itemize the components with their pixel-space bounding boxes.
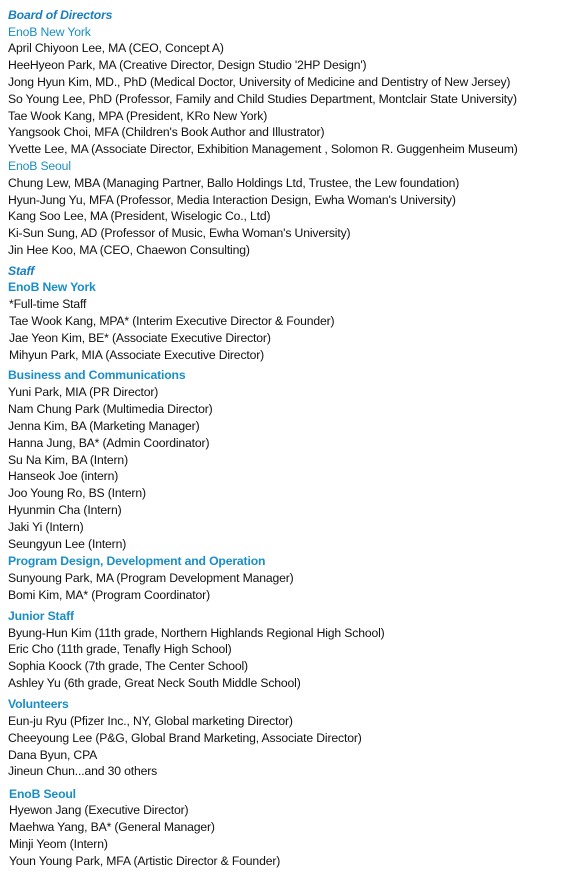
pd-heading: Program Design, Development and Operation [8,554,266,568]
board-ny-member: Jong Hyun Kim, MD., PhD (Medical Doctor, University of Medicine and Dentistry of New Jersey) [8,75,511,89]
bc-line: Yuni Park, MIA (PR Director) [8,385,159,399]
board-seoul-member: Chung Lew, MBA (Managing Partner, Ballo Holdings Ltd, Trustee, the Lew foundation) [8,176,460,190]
junior-line: Ashley Yu (6th grade, Great Neck South Middle School) [8,676,301,690]
board-ny-member: Yvette Lee, MA (Associate Director, Exhibition Management , Solomon R. Guggenheim Museum) [8,142,518,156]
junior-line: Byung-Hun Kim (11th grade, Northern Highlands Regional High School) [8,626,385,640]
staff-seoul-heading: EnoB Seoul [9,787,76,801]
staff-seoul-line: Minji Yeom (Intern) [9,837,108,851]
board-seoul-member: Hyun-Jung Yu, MFA (Professor, Media Interaction Design, Ewha Woman's University) [8,193,456,207]
bc-line: Hanseok Joe (intern) [8,469,119,483]
staff-seoul-line: Hyewon Jang (Executive Director) [9,803,189,817]
staff-seoul-line: Youn Young Park, MFA (Artistic Director & Founder) [9,854,281,868]
volunteer-line: Jineun Chun...and 30 others [8,764,158,778]
board-seoul-member: Jin Hee Koo, MA (CEO, Chaewon Consulting) [8,243,250,257]
pd-line: Bomi Kim, MA* (Program Coordinator) [8,588,210,602]
bc-line: Hyunmin Cha (Intern) [8,503,122,517]
board-ny-heading: EnoB New York [8,25,91,39]
board-seoul-member: Ki-Sun Sung, AD (Professor of Music, Ewha Woman's University) [8,226,351,240]
bc-line: Su Na Kim, BA (Intern) [8,453,128,467]
staff-ny-heading: EnoB New York [8,280,96,294]
bc-line: Joo Young Ro, BS (Intern) [8,486,146,500]
board-seoul-heading: EnoB Seoul [8,159,71,173]
staff-title: Staff [8,264,35,278]
junior-line: Sophia Koock (7th grade, The Center School) [8,659,248,673]
staff-ny-line: Jae Yeon Kim, BE* (Associate Executive Director) [9,331,271,345]
staff-ny-line: Tae Wook Kang, MPA* (Interim Executive Director & Founder) [9,314,335,328]
junior-line: Eric Cho (11th grade, Tenafly High School) [8,642,232,656]
board-ny-member: Yangsook Choi, MFA (Children's Book Author and Illustrator) [8,125,325,139]
bc-line: Hanna Jung, BA* (Admin Coordinator) [8,436,210,450]
board-seoul-member: Kang Soo Lee, MA (President, Wiselogic Co., Ltd) [8,209,271,223]
staff-ny-line: *Full-time Staff [9,297,87,311]
volunteer-line: Dana Byun, CPA [8,748,98,762]
pd-line: Sunyoung Park, MA (Program Development Manager) [8,571,294,585]
volunteer-line: Eun-ju Ryu (Pfizer Inc., NY, Global marketing Director) [8,714,293,728]
bc-line: Nam Chung Park (Multimedia Director) [8,402,213,416]
board-ny-member: Tae Wook Kang, MPA (President, KRo New York) [8,109,268,123]
bc-line: Seungyun Lee (Intern) [8,537,127,551]
volunteer-line: Cheeyoung Lee (P&G, Global Brand Marketing, Associate Director) [8,731,362,745]
board-ny-member: So Young Lee, PhD (Professor, Family and Child Studies Department, Montclair State University) [8,92,517,106]
board-title: Board of Directors [8,8,113,22]
bc-line: Jaki Yi (Intern) [8,520,84,534]
junior-heading: Junior Staff [8,609,74,623]
bc-line: Jenna Kim, BA (Marketing Manager) [8,419,200,433]
staff-seoul-line: Maehwa Yang, BA* (General Manager) [9,820,215,834]
bc-heading: Business and Communications [8,368,186,382]
board-ny-member: April Chiyoon Lee, MA (CEO, Concept A) [8,41,224,55]
staff-ny-line: Mihyun Park, MIA (Associate Executive Director) [9,348,265,362]
board-ny-member: HeeHyeon Park, MA (Creative Director, Design Studio '2HP Design') [8,58,367,72]
volunteers-heading: Volunteers [8,697,69,711]
